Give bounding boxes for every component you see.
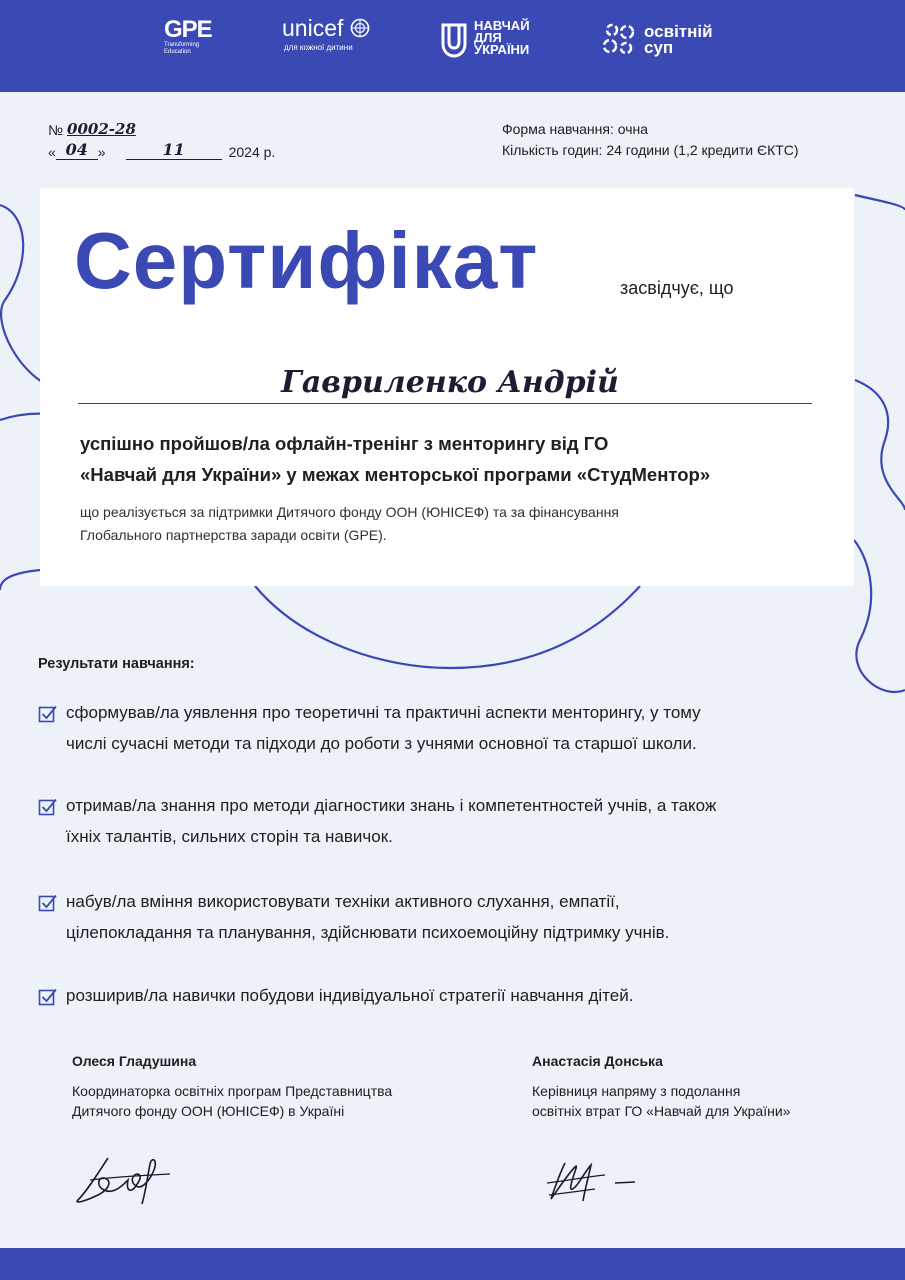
certificate-meta-right — [502, 119, 799, 161]
result-line-2: їхніх талантів, сильних сторін та навичок. — [66, 827, 393, 846]
checkbox-checked-icon — [38, 697, 66, 759]
unicef-logo-text: unicef — [282, 15, 344, 41]
certificate-title: Сертифікат — [74, 216, 539, 305]
osvitniy-sup-emblem-icon — [600, 22, 640, 56]
unicef-logo-subtitle: для кожної дитини — [284, 43, 353, 52]
globe-icon — [350, 18, 370, 38]
certifies-text: засвідчує, що — [620, 278, 734, 298]
footer-bar — [0, 1248, 905, 1280]
navchai-emblem-icon — [440, 22, 468, 58]
certificate-number-line — [48, 116, 275, 138]
signer-role-line-2: Дитячого фонду ООН (ЮНІСЕФ) в Україні — [72, 1103, 345, 1119]
navchai-logo-text: НАВЧАЙ ДЛЯ УКРАЇНИ — [474, 18, 530, 57]
certificate-meta-left — [48, 116, 275, 160]
result-item — [38, 790, 868, 852]
completion-line-1: успішно пройшов/ла офлайн-тренінг з менторингу від ГО — [80, 433, 609, 454]
gpe-logo — [164, 18, 224, 56]
certificate-number: 0002-28 — [67, 120, 136, 138]
recipient-name: Гавриленко Андрій — [78, 363, 812, 404]
unicef-logo — [282, 14, 382, 54]
completion-statement — [80, 428, 840, 490]
result-line-2: числі сучасні методи та підходи до роботи з учнями основної та старшої школи. — [66, 734, 697, 753]
day-close-quote: » — [97, 144, 106, 160]
osvitniy-sup-logo-text: освітній суп — [644, 22, 713, 57]
signer-name: Анастасія Донська — [532, 1053, 663, 1069]
signer-role-line-2: освітніх втрат ГО «Навчай для України» — [532, 1103, 791, 1119]
signer-name: Олеся Гладушина — [72, 1053, 197, 1069]
number-prefix: № — [48, 122, 64, 138]
result-line-1: розширив/ла навички побудови індивідуальної стратегії навчання дітей. — [66, 986, 634, 1005]
gpe-logo-subtitle: Transforming Education — [164, 42, 200, 55]
completion-line-2: «Навчай для України» у межах менторської програми «СтудМентор» — [80, 464, 711, 485]
support-line-1: що реалізується за підтримки Дитячого фонду ООН (ЮНІСЕФ) та за фінансування — [80, 504, 619, 520]
gpe-logo-text: GPE — [164, 16, 212, 43]
result-item — [38, 697, 868, 759]
checkbox-checked-icon — [38, 886, 66, 948]
result-item — [38, 980, 868, 1017]
signer-role-line-1: Керівниця напряму з подолання — [532, 1083, 741, 1099]
results-heading: Результати навчання: — [38, 656, 195, 672]
result-line-1: отримав/ла знання про методи діагностики знань і компетентностей учнів, а також — [66, 796, 717, 815]
study-hours: Кількість годин: 24 години (1,2 кредити ЄКТС) — [502, 142, 799, 158]
signer-navchai — [532, 1051, 790, 1121]
checkbox-checked-icon — [38, 980, 66, 1017]
signature-donska — [545, 1155, 645, 1210]
certificate-date-line — [48, 138, 275, 160]
result-line-2: цілепокладання та планування, здійснювати психоемоційну підтримку учнів. — [66, 923, 670, 942]
support-statement — [80, 501, 820, 547]
support-line-2: Глобального партнерства заради освіти (GPE). — [80, 527, 387, 543]
result-line-1: сформував/ла уявлення про теоретичні та практичні аспекти менторингу, у тому — [66, 703, 701, 722]
result-line-1: набув/ла вміння використовувати техніки активного слухання, емпатії, — [66, 892, 620, 911]
certificate-year: 2024 р. — [228, 144, 276, 160]
day-open-quote: « — [48, 144, 56, 160]
signer-unicef — [72, 1051, 392, 1121]
checkbox-checked-icon — [38, 790, 66, 852]
certificate-month: 11 — [126, 141, 222, 160]
result-item — [38, 886, 868, 948]
certificate-day: 04 — [56, 141, 98, 160]
signature-gladushyna — [70, 1150, 180, 1210]
study-form: Форма навчання: очна — [502, 121, 649, 137]
signer-role-line-1: Координаторка освітніх програм Представництва — [72, 1083, 393, 1099]
